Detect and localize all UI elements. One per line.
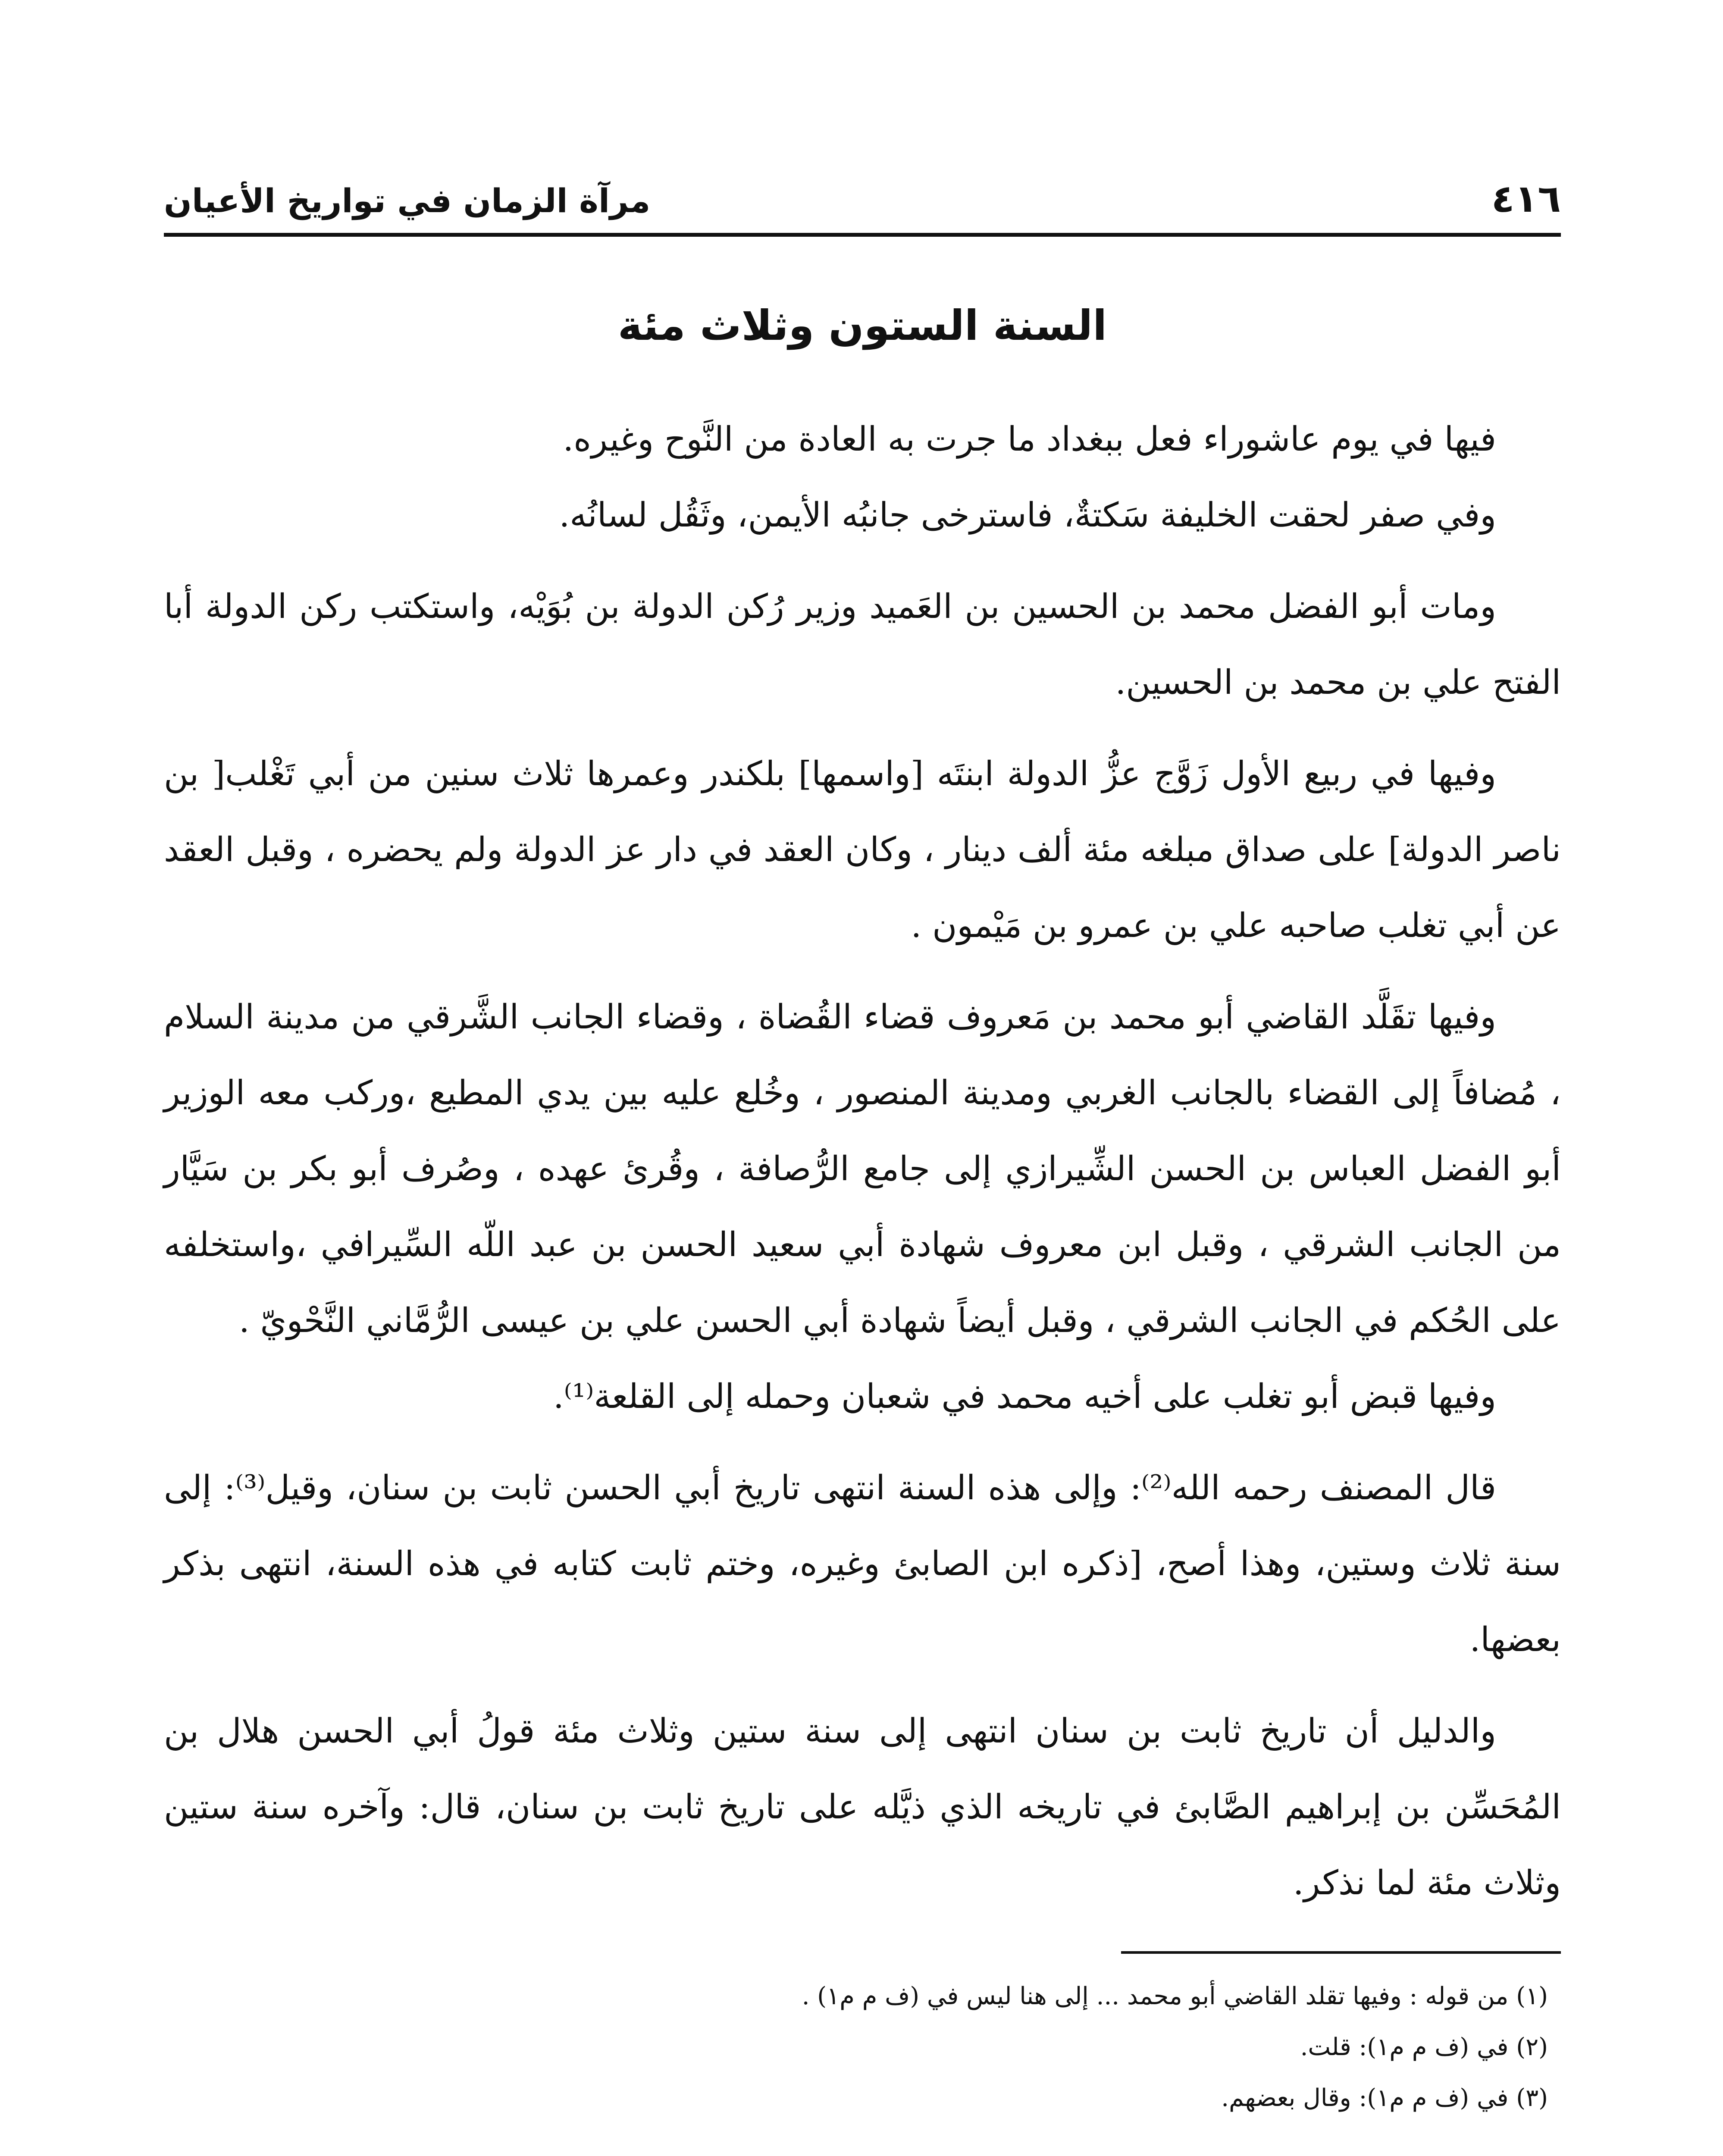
paragraph: والدليل أن تاريخ ثابت بن سنان انتهى إلى سنة ستين وثلاث مئة قولُ أبي الحسن هلال بن المُحَسِّن بن إبراهيم الصَّابئ في تاريخه الذي ذيَّله على تاريخ ثابت بن سنان، قال: وآخره سنة ستين وثلاث مئة لما نذكر. <box>164 1712 1561 1902</box>
chapter-title: السنة الستون وثلاث مئة <box>617 301 1107 350</box>
footnotes <box>164 1971 1561 2124</box>
paragraph: فيها في يوم عاشوراء فعل ببغداد ما جرت به العادة من النَّوح وغيره. <box>563 420 1496 459</box>
book-page <box>164 164 1561 2156</box>
footnote: (٢) في (ف م م١): قلت. <box>1300 2033 1548 2061</box>
paragraph: قال المصنف رحمه الله⁽²⁾: وإلى هذه السنة انتهى تاريخ أبي الحسن ثابت بن سنان، وقيل⁽³⁾: إلى سنة ثلاث وستين، وهذا أصح، [ذكره ابن الصابئ وغيره، وختم ثابت كتابه في هذه السنة، انتهى بذكر بعضها. <box>164 1469 1561 1659</box>
paragraph: وفيها في ربيع الأول زَوَّج عزُّ الدولة ابنتَه [واسمها] بلكندر وعمرها ثلاث سنين من أبي تَغْلب[ بن ناصر الدولة] على صداق مبلغه مئة ألف دينار ، وكان العقد في دار عز الدولة ولم يحضره ، وقبل العقد عن أبي تغلب صاحبه علي بن عمرو بن مَيْمون . <box>164 755 1561 945</box>
paragraph: وفي صفر لحقت الخليفة سَكتةٌ، فاسترخى جانبُه الأيمن، وثَقُل لسانُه. <box>559 496 1496 535</box>
paragraph: وفيها قبض أبو تغلب على أخيه محمد في شعبان وحمله إلى القلعة⁽¹⁾. <box>553 1377 1496 1416</box>
book-title: مرآة الزمان في تواريخ الأعيان <box>164 182 651 220</box>
footnote: (١) من قوله : وفيها تقلد القاضي أبو محمد ... إلى هنا ليس في (ف م م١) . <box>802 1982 1548 2010</box>
paragraph: وفيها تقَلَّد القاضي أبو محمد بن مَعروف قضاء القُضاة ، وقضاء الجانب الشَّرقي من مدينة السلام ، مُضافاً إلى القضاء بالجانب الغربي ومدينة المنصور ، وخُلع عليه بين يدي المطيع ،وركب معه الوزير أبو الفضل العباس بن الحسن الشِّيرازي إلى جامع الرُّصافة ، وقُرئ عهده ، وصُرف أبو بكر بن سَيَّار من الجانب الشرقي ، وقبل ابن معروف شهادة أبي سعيد الحسن بن عبد اللّه السِّيرافي ،واستخلفه على الحُكم في الجانب الشرقي ، وقبل أيضاً شهادة أبي الحسن علي بن عيسى الرُّمَّاني النَّحْويّ . <box>164 998 1561 1340</box>
paragraph: ومات أبو الفضل محمد بن الحسين بن العَميد وزير رُكن الدولة بن بُوَيْه، واستكتب ركن الدولة أبا الفتح علي بن محمد بن الحسين. <box>164 587 1561 702</box>
running-header <box>164 164 1561 237</box>
page-number: ٤١٦ <box>1491 176 1561 221</box>
body-text <box>164 401 1561 1921</box>
footnote-divider <box>1121 1951 1561 1954</box>
footnote: (٣) في (ف م م١): وقال بعضهم. <box>1221 2084 1548 2112</box>
